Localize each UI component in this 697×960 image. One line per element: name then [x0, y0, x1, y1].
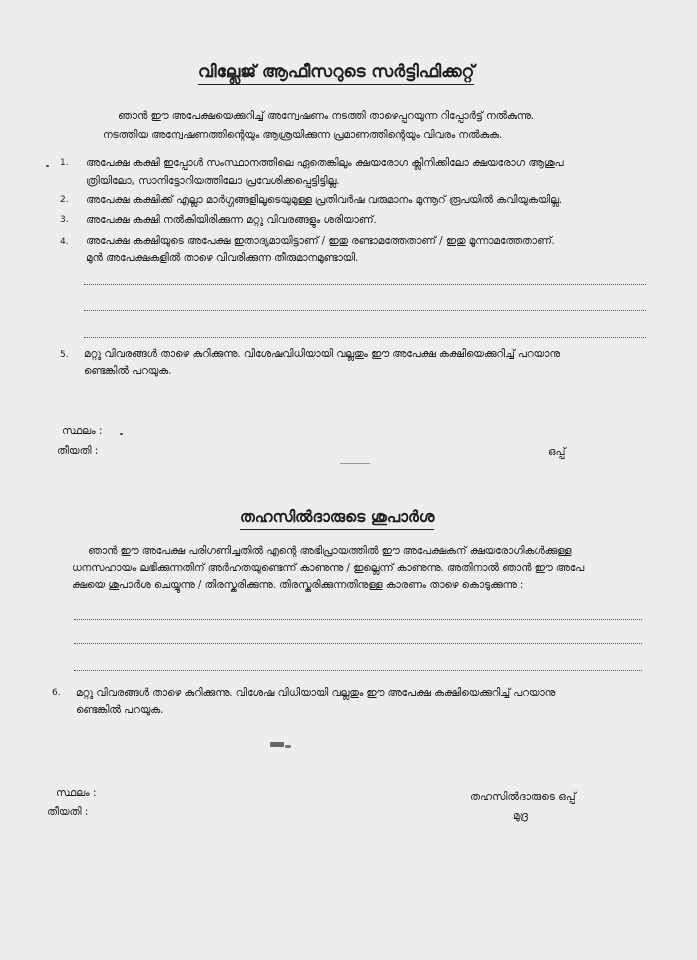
blank-line	[74, 619, 642, 620]
item-1-number: 1.	[60, 158, 69, 168]
item-2-number: 2.	[60, 195, 69, 205]
tahsildar-recommendation-title: തഹസിൽദാരുടെ ശുപാർശ	[240, 508, 434, 530]
item-5-line-2: ണ്ടെങ്കിൽ പറയുക.	[84, 365, 172, 377]
tahsildar-signature-label: തഹസിൽദാരുടെ ഒപ്പ്	[470, 791, 576, 803]
item-4-line-2: മുൻ അപേക്ഷകളിൽ താഴെ വിവരിക്കുന്ന തീരുമാനമുണ്ടായി.	[86, 252, 359, 264]
place-label: സ്ഥലം :	[62, 425, 103, 437]
scan-mark	[46, 165, 49, 167]
date-label: തീയതി :	[57, 445, 99, 457]
item-1-line-2: ത്രിയിലോ, സാനിട്ടോറിയത്തിലോ പ്രവേശിക്കപ്പെട്ടിട്ടില്ല.	[86, 175, 340, 187]
seal-label: മുദ്ര	[513, 810, 528, 822]
blank-line	[74, 643, 642, 644]
blank-line	[84, 337, 646, 338]
scan-mark	[285, 745, 291, 748]
item-4-number: 4.	[60, 237, 69, 247]
blank-line	[84, 284, 646, 285]
scan-mark	[340, 463, 370, 464]
item-3-line-1: അപേക്ഷ കക്ഷി നൽകിയിരിക്കുന്ന മറ്റു വിവരങ്ങളും ശരിയാണ്.	[86, 214, 377, 226]
recommendation-line-2: ധനസഹായം ലഭിക്കുന്നതിന് അർഹതയുണ്ടെന്ന് കാണുന്നു / ഇല്ലെന്ന് കാണുന്നു. അതിനാൽ ഞാൻ ഈ അപേ	[72, 562, 585, 574]
item-1-line-1: അപേക്ഷ കക്ഷി ഇപ്പോൾ സംസ്ഥാനത്തിലെ ഏതെങ്കിലും ക്ഷയരോഗ ക്ലിനിക്കിലോ ക്ഷയരോഗ ആശുപ	[86, 157, 564, 169]
item-2-line-1: അപേക്ഷ കക്ഷിക്ക് എല്ലാ മാർഗ്ഗങ്ങളിലൂടെയുമുള്ള പ്രതിവർഷ വരുമാനം മുന്നൂറ് രൂപയിൽ കവിയുകയില്ല.	[86, 194, 563, 206]
intro-line-2: നടത്തിയ അന്വേഷണത്തിന്റെയും ആശ്രയിക്കുന്ന പ്രമാണത്തിന്റെയും വിവരം നൽകുക.	[103, 129, 503, 141]
item-5-number: 5.	[60, 350, 69, 360]
scan-mark	[270, 742, 284, 747]
scan-mark	[120, 433, 123, 435]
item-3-number: 3.	[60, 215, 69, 225]
item-4-line-1: അപേക്ഷ കക്ഷിയുടെ അപേക്ഷ ഇതാദ്യമായിട്ടാണ് / ഇതു രണ്ടാമത്തേതാണ് / ഇതു മൂന്നാമത്തേതാണ്.	[86, 235, 555, 247]
blank-line	[84, 310, 646, 311]
item-5-line-1: മറ്റു വിവരങ്ങൾ താഴെ കുറിക്കുന്നു. വിശേഷവിധിയായി വല്ലതും ഈ അപേക്ഷ കക്ഷിയെക്കുറിച്ച് പറയാനു	[84, 348, 560, 360]
recommendation-line-3: ക്ഷയെ ശുപാർശ ചെയ്യുന്നു / തിരസ്കരിക്കുന്നു. തിരസ്കരിക്കുന്നതിനുള്ള കാരണം താഴെ കൊടുക്കുന്നു :	[72, 579, 524, 591]
place-label: സ്ഥലം :	[56, 787, 97, 799]
intro-line-1: ഞാൻ ഈ അപേക്ഷയെക്കുറിച്ച് അന്വേഷണം നടത്തി താഴെപ്പറയുന്ന റിപ്പോർട്ട് നൽകുന്നു.	[118, 110, 535, 122]
blank-line	[74, 670, 642, 671]
item-6-line-1: മറ്റു വിവരങ്ങൾ താഴെ കുറിക്കുന്നു. വിശേഷ വിധിയായി വല്ലതും ഈ അപേക്ഷ കക്ഷിയെക്കുറിച്ച് പറയാനു	[76, 687, 556, 699]
item-6-line-2: ണ്ടെങ്കിൽ പറയുക.	[76, 704, 164, 716]
date-label: തീയതി :	[47, 806, 89, 818]
village-officer-signature-label: ഒപ്പ്	[548, 446, 566, 458]
recommendation-line-1: ഞാൻ ഈ അപേക്ഷ പരിഗണിച്ചതിൽ എന്റെ അഭിപ്രായത്തിൽ ഈ അപേക്ഷകന് ക്ഷയരോഗികൾക്കുള്ള	[88, 545, 572, 557]
item-6-number: 6.	[52, 688, 61, 698]
village-officer-certificate-title: വില്ലേജ് ആഫീസറുടെ സർട്ടിഫിക്കറ്റ്	[198, 62, 474, 85]
